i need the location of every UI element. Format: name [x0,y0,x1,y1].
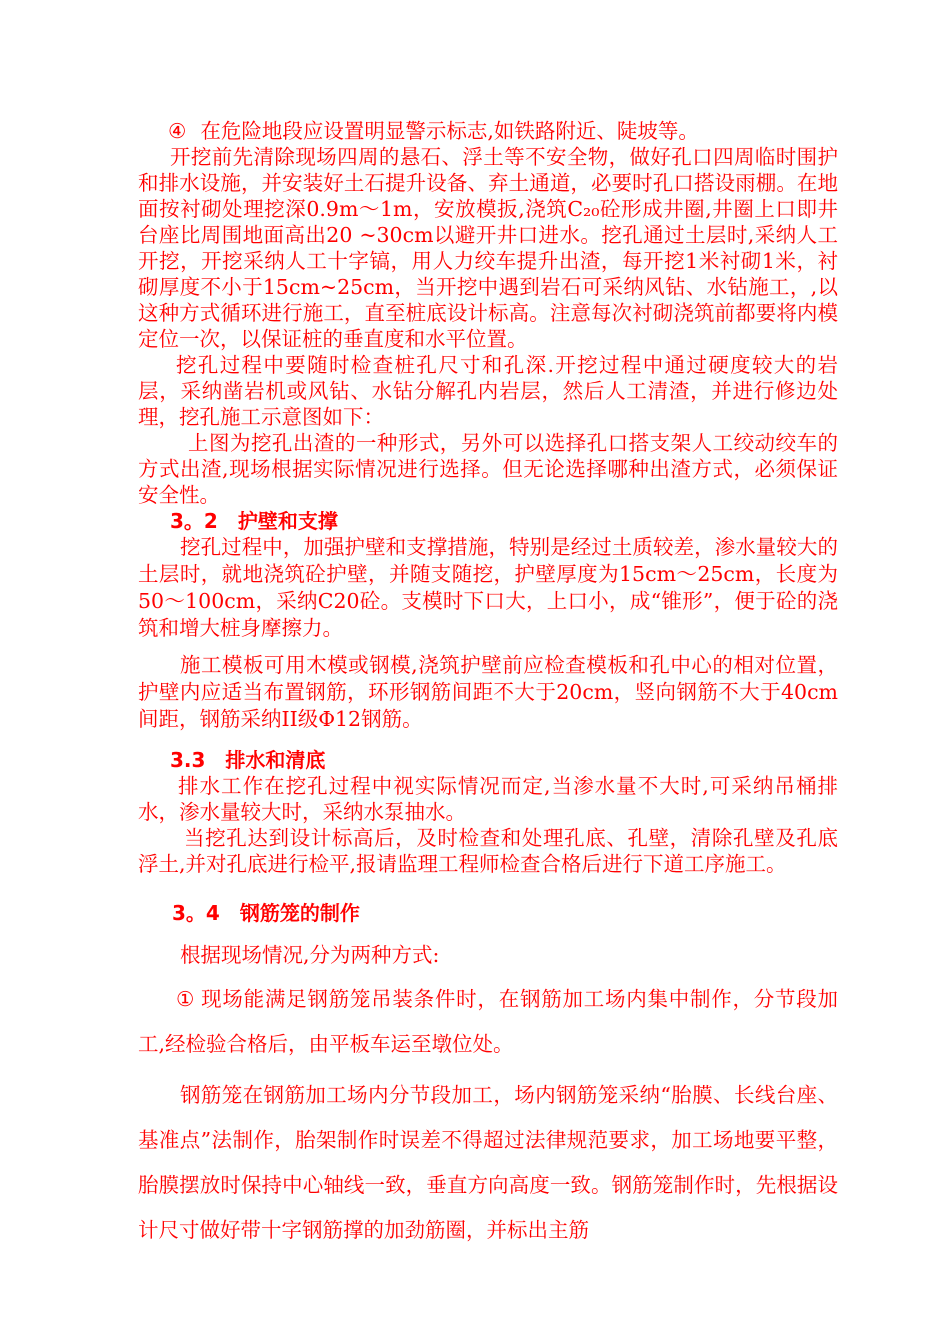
paragraph-above-figure: 上图为挖孔出渣的一种形式，另外可以选择孔口搭支架人工绞动绞车的方式出渣,现场根据实际情况进行选择。但无论选择哪种出渣方式，必须保证安全性。 [138,431,838,507]
heading-3-3: 3.3 排水和清底 [170,748,326,772]
paragraph-formwork: 施工模板可用木模或钢模,浇筑护壁前应检查模板和孔中心的相对位置，护壁内应适当布置钢筋，环形钢筋间距不大于20cm，竖向钢筋不大于40cm间距，钢筋采纳II级Φ12钢筋。 [138,653,838,731]
heading-3-2: 3。2 护壁和支撑 [170,509,338,533]
paragraph-drain: 排水工作在挖孔过程中视实际情况而定,当渗水量不大时,可采纳吊桶排水，渗水量较大时，采纳水泵抽水。 [138,774,838,824]
item-1-text: 现场能满足钢筋笼吊装条件时，在钢筋加工场内集中制作，分节段加工,经检验合格后，由平板车运至墩位处。 [138,987,838,1056]
paragraph-two-ways: 根据现场情况,分为两种方式: [180,943,440,967]
item-4-text: 在危险地段应设置明显警示标志,如铁路附近、陡坡等。 [200,119,699,143]
paragraph-excavation: 开挖前先清除现场四周的悬石、浮土等不安全物，做好孔口四周临时围护和排水设施，并安装好土石提升设备、弃土通道，必要时孔口搭设雨棚。在地面按衬砌处理挖深0.9m～1m，安放模扳,浇筑C₂₀砼形成井圈,井圈上口即井台座比周围地面高出20 ~30cm以避开井口进水。挖孔通过土层时,采纳人工开挖，开挖采纳人工十字镐，用人力绞车提升出渣，每开挖1米衬砌1米，衬砌厚度不小于15cm~25cm，当开挖中遇到岩石可采纳风钻、水钻施工，,以这种方式循环进行施工，直至桩底设计标高。注意每次衬砌浇筑前都要将内模定位一次，以保证桩的垂直度和水平位置。 [138,145,838,351]
paragraph-check: 挖孔过程中要随时检查桩孔尺寸和孔深.开挖过程中通过硬度较大的岩层，采纳凿岩机或风钻、水钻分解孔内岩层，然后人工清渣，并进行修边处理，挖孔施工示意图如下： [138,353,838,429]
item-4-marker: ④ [168,119,187,143]
heading-3-4: 3。4 钢筋笼的制作 [172,901,360,925]
item-1-marker: ① [176,987,196,1011]
document-body [138,118,838,1253]
item-4 [138,118,838,144]
paragraph-clean: 当挖孔达到设计标高后，及时检查和处理孔底、孔壁，清除孔壁及孔底浮土,并对孔底进行检平,报请监理工程师检查合格后进行下道工序施工。 [138,826,838,876]
paragraph-support: 挖孔过程中，加强护壁和支撑措施，特别是经过土质较差，渗水量较大的土层时，就地浇筑砼护壁，并随支随挖，护壁厚度为15cm～25cm，长度为50～100cm，采纳C20砼。支模时下口大，上口小，成“锥形”，便于砼的浇筑和增大桩身摩擦力。 [138,535,838,640]
paragraph-cage: 钢筋笼在钢筋加工场内分节段加工，场内钢筋笼采纳“胎膜、长线台座、基准点”法制作，胎架制作时误差不得超过法律规范要求，加工场地要平整，胎膜摆放时保持中心轴线一致，垂直方向高度一致。钢筋笼制作时，先根据设计尺寸做好带十字钢筋撑的加劲筋圈，并标出主筋 [138,1083,838,1242]
item-1 [138,977,838,1067]
